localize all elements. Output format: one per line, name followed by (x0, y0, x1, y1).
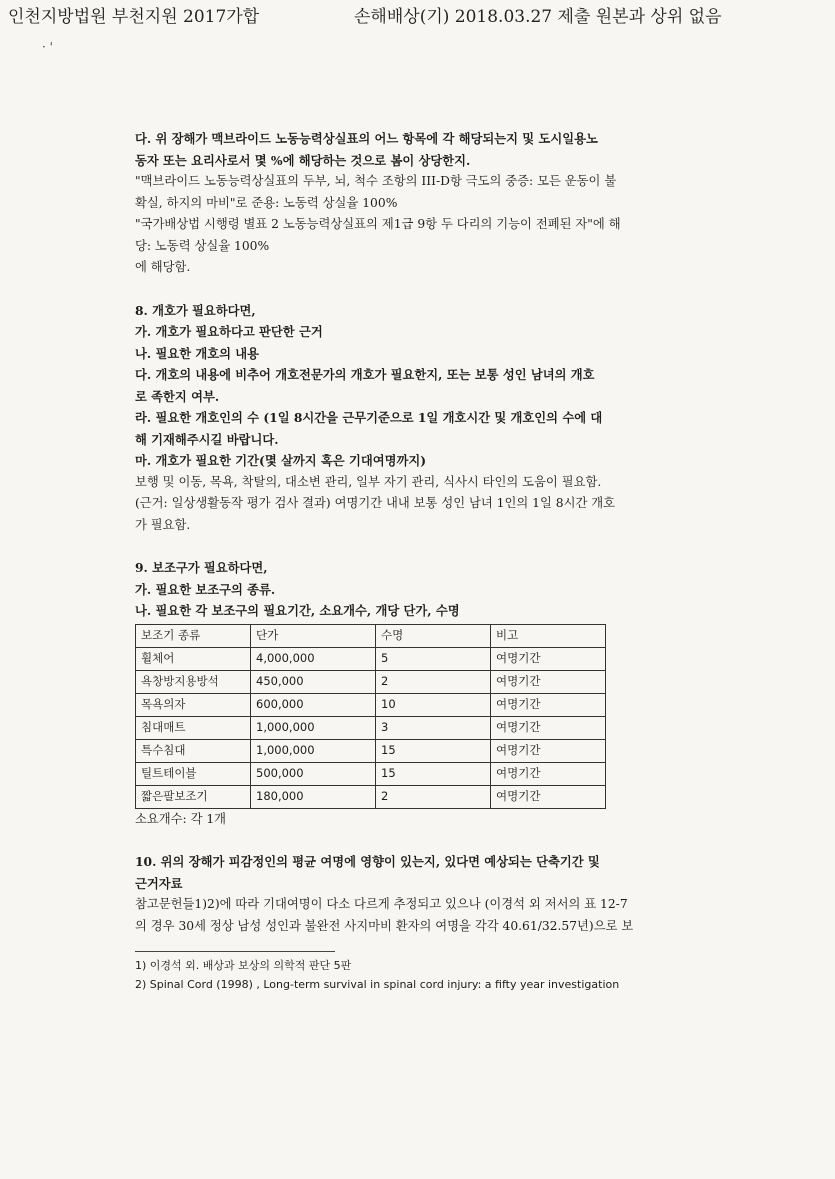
table-cell: 여명기간 (491, 762, 606, 785)
question-9-title: 9. 보조구가 필요하다면, (135, 560, 268, 575)
question-9-section (135, 557, 725, 830)
table-row (136, 647, 606, 670)
table-cell: 휠체어 (136, 647, 251, 670)
answer-8-line-1: 보행 및 이동, 목욕, 착탈의, 대소변 관리, 일부 자기 관리, 식사시 타인의 도움이 필요함. (135, 474, 602, 489)
question-8-da-1: 다. 개호의 내용에 비추어 개호전문가의 개호가 필요한지, 또는 보통 성인 남녀의 개호 (135, 367, 595, 382)
table-cell: 1,000,000 (251, 716, 376, 739)
table-row (136, 693, 606, 716)
answer-7-line-1: "맥브라이드 노동능력상실표의 두부, 뇌, 척수 조항의 III-D항 극도의 중증: 모든 운동이 불 (135, 174, 617, 188)
table-header-cell: 수명 (376, 624, 491, 647)
question-8-section (135, 300, 725, 537)
table-cell: 틸트테이블 (136, 762, 251, 785)
footnote-divider (135, 951, 335, 952)
table-cell: 여명기간 (491, 716, 606, 739)
question-9-ga: 가. 필요한 보조구의 종류. (135, 581, 276, 597)
table-cell: 15 (376, 762, 491, 785)
table-cell: 여명기간 (491, 647, 606, 670)
table-cell: 500,000 (251, 762, 376, 785)
question-10-line-2: 근거자료 (135, 875, 183, 891)
table-cell: 180,000 (251, 785, 376, 808)
question-8-ra-1: 라. 필요한 개호인의 수 (1일 8시간을 근무기준으로 1일 개호시간 및 개호인의 수에 대 (135, 410, 603, 425)
submission-stamp: 손해배상(기) 2018.03.27 제출 원본과 상위 없음 (354, 7, 722, 27)
table-cell: 450,000 (251, 670, 376, 693)
table-cell: 2 (376, 670, 491, 693)
table-cell: 침대매트 (136, 716, 251, 739)
table-header-cell: 비고 (491, 624, 606, 647)
footnote-1: 1) 이경석 외. 배상과 보상의 의학적 판단 5판 (135, 959, 352, 972)
question-7-line-2: 동자 또는 요리사로서 몇 %에 해당하는 것으로 봄이 상당한지. (135, 152, 471, 168)
table-cell: 3 (376, 716, 491, 739)
table-row (136, 670, 606, 693)
table-note: 소요개수: 각 1개 (135, 811, 227, 826)
question-8-da-2: 로 족한지 여부. (135, 388, 220, 404)
table-cell: 목욕의자 (136, 693, 251, 716)
answer-7-line-4: 당: 노동력 상실율 100% (135, 238, 270, 253)
question-10-line-1: 10. 위의 장해가 피감정인의 평균 여명에 영향이 있는지, 있다면 예상되는 단축기간 및 (135, 854, 600, 869)
table-header-cell: 단가 (251, 624, 376, 647)
table-cell: 짧은팔보조기 (136, 785, 251, 808)
answer-8-line-2: (근거: 일상생활동작 평가 검사 결과) 여명기간 내내 보통 성인 남녀 1인의 1일 8시간 개호 (135, 496, 616, 510)
answer-8-line-3: 가 필요함. (135, 517, 191, 532)
table-cell: 여명기간 (491, 785, 606, 808)
table-cell: 5 (376, 647, 491, 670)
question-9-na: 나. 필요한 각 보조구의 필요기간, 소요개수, 개당 단가, 수명 (135, 603, 460, 618)
question-8-ra-2: 해 기재해주시길 바랍니다. (135, 431, 279, 447)
answer-7-line-2: 확실, 하지의 마비"로 준용: 노동력 상실율 100% (135, 195, 398, 210)
court-case-label: 인천지방법원 부천지원 2017가합 (8, 7, 260, 27)
table-cell: 600,000 (251, 693, 376, 716)
table-cell: 여명기간 (491, 739, 606, 762)
assistive-device-table (135, 624, 606, 809)
question-7-line-1: 다. 위 장해가 맥브라이드 노동능력상실표의 어느 항목에 각 해당되는지 및 도시일용노 (135, 131, 598, 146)
answer-7-line-3: "국가배상법 시행령 별표 2 노동능력상실표의 제1급 9항 두 다리의 기능이 전폐된 자"에 해 (135, 217, 621, 231)
scan-mark: · ' (42, 40, 53, 54)
table-row (136, 739, 606, 762)
question-8-ma: 마. 개호가 필요한 기간(몇 살까지 혹은 기대여명까지) (135, 453, 427, 468)
answer-10-line-1: 참고문헌들1)2)에 따라 기대여명이 다소 다르게 추정되고 있으나 (이경석 외 저서의 표 12-7 (135, 897, 628, 911)
question-10-section (135, 851, 725, 937)
table-cell: 욕창방지용방석 (136, 670, 251, 693)
table-row (136, 762, 606, 785)
question-8-na: 나. 필요한 개호의 내용 (135, 345, 260, 361)
table-cell: 2 (376, 785, 491, 808)
table-cell: 10 (376, 693, 491, 716)
table-cell: 특수침대 (136, 739, 251, 762)
table-row (136, 716, 606, 739)
table-cell: 15 (376, 739, 491, 762)
table-cell: 여명기간 (491, 670, 606, 693)
answer-7-line-5: 에 해당함. (135, 260, 191, 274)
table-cell: 여명기간 (491, 693, 606, 716)
table-cell: 4,000,000 (251, 647, 376, 670)
question-8-ga: 가. 개호가 필요하다고 판단한 근거 (135, 324, 323, 339)
question-8-title: 8. 개호가 필요하다면, (135, 302, 256, 318)
table-header-row (136, 624, 606, 647)
answer-10-line-2: 의 경우 30세 정상 남성 성인과 불완전 사지마비 환자의 여명을 각각 40.61/32.57년)으로 보 (135, 918, 634, 933)
question-7-section (135, 128, 725, 279)
footnote-2: 2) Spinal Cord (1998) , Long-term survival in spinal cord injury: a fifty year investigation (135, 978, 620, 991)
document-body (135, 128, 725, 994)
table-header-cell: 보조기 종류 (136, 624, 251, 647)
table-row (136, 785, 606, 808)
table-cell: 1,000,000 (251, 739, 376, 762)
